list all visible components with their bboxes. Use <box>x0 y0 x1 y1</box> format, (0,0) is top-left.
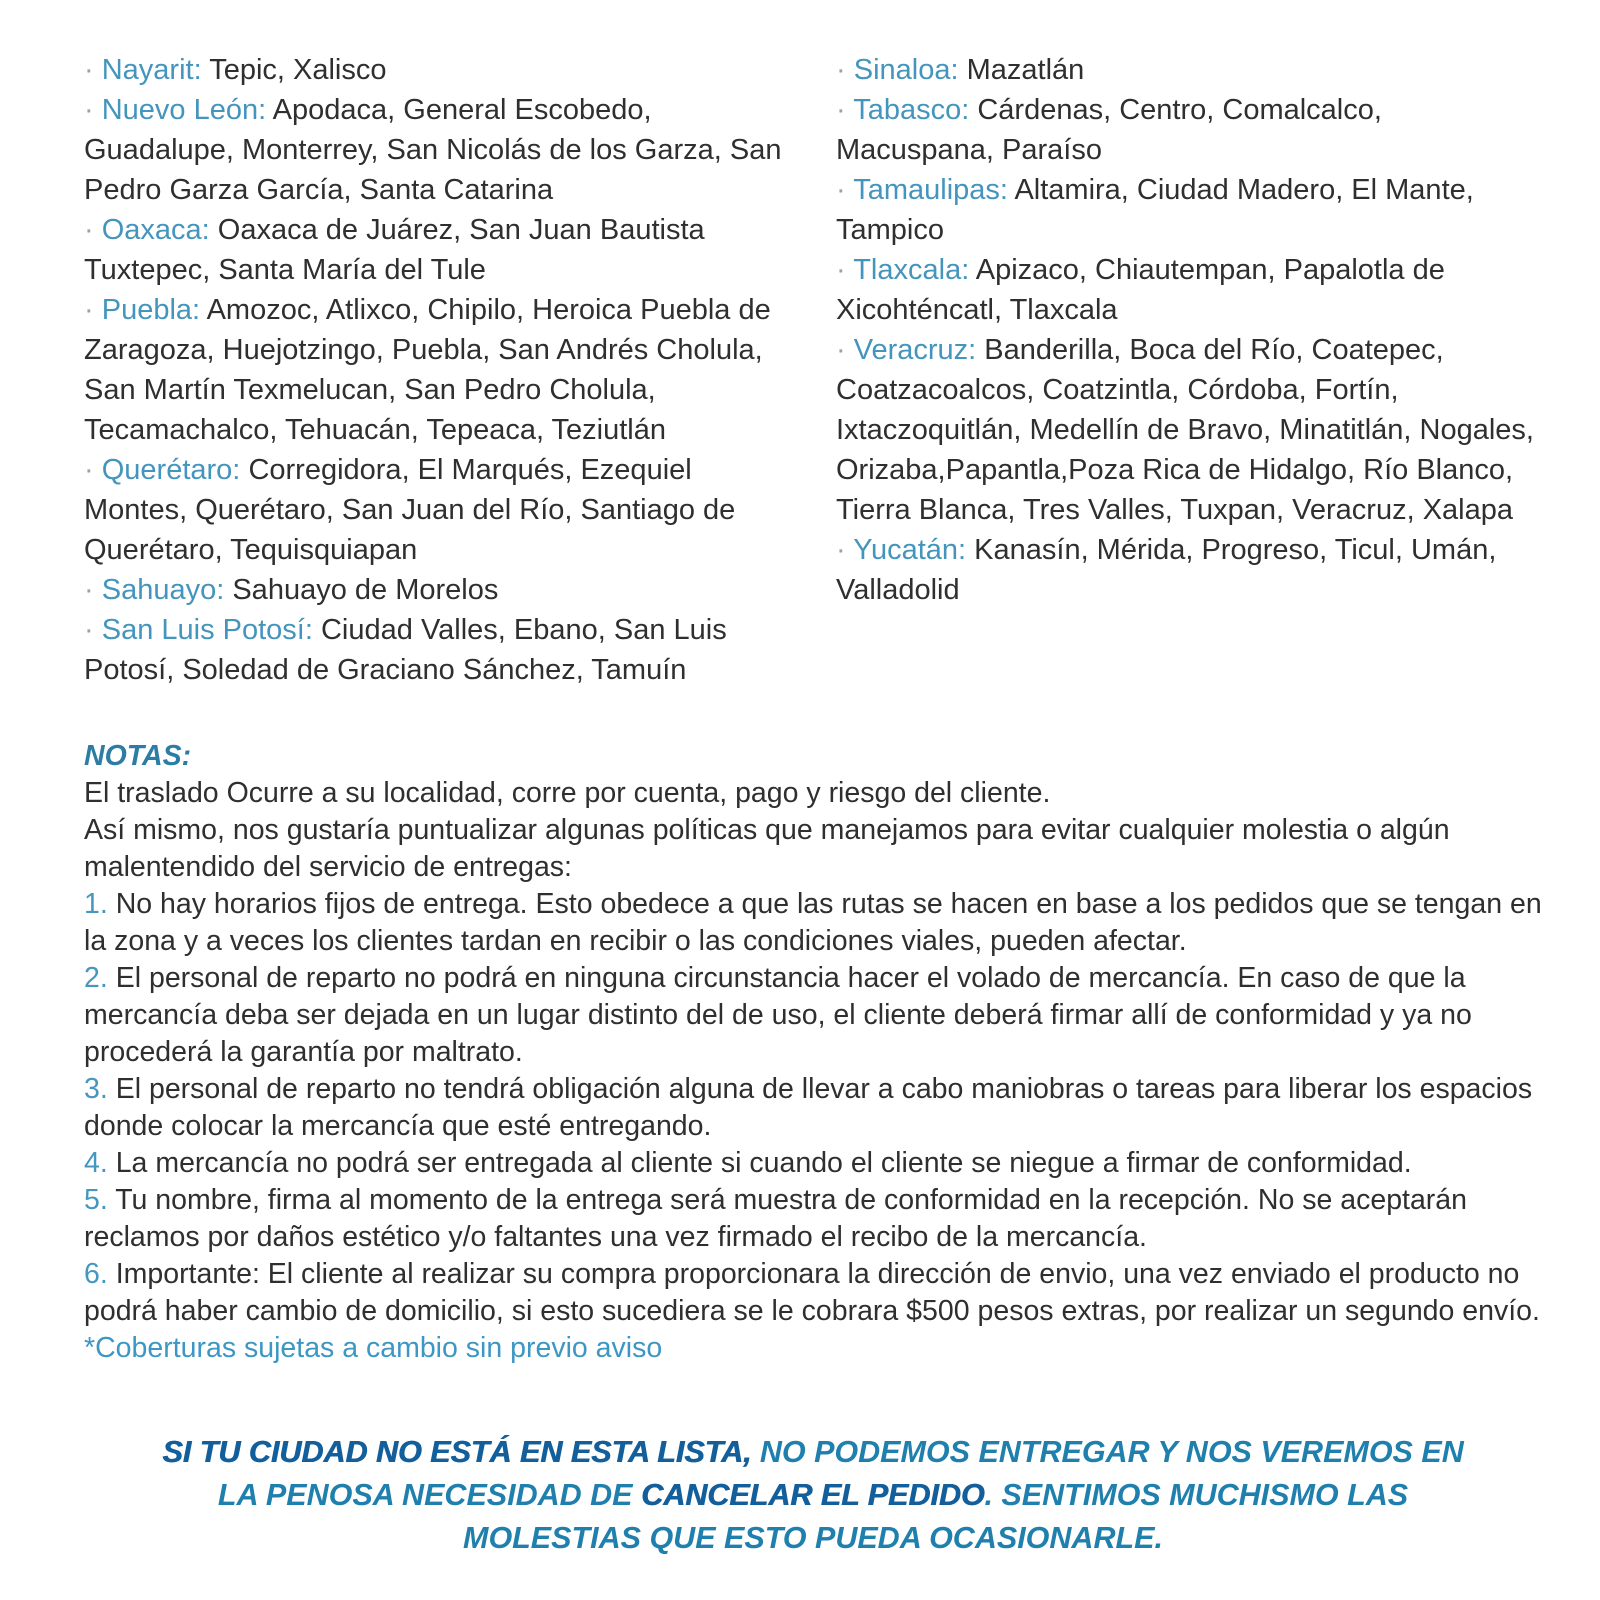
bullet: · <box>836 254 846 286</box>
state-name: Nuevo León: <box>101 94 267 126</box>
city-list: Oaxaca de Juárez, San Juan Bautista Tuxtepec, Santa María del Tule <box>84 214 705 286</box>
city-list: Amozoc, Atlixco, Chipilo, Heroica Puebla de Zaragoza, Huejotzingo, Puebla, San Andrés Cholula, San Martín Texmelucan, San Pedro Cholula, Tecamachalco, Tehuacán, Tepeaca, Teziutlán <box>84 294 771 446</box>
city-list: Apodaca, General Escobedo, Guadalupe, Monterrey, San Nicolás de los Garza, San Pedro Garza García, Santa Catarina <box>84 94 782 206</box>
warning-segment: SI TU CIUDAD NO ESTÁ EN ESTA LISTA, <box>162 1435 760 1469</box>
note-number: 1. <box>84 888 108 920</box>
state-name: Querétaro: <box>101 454 241 486</box>
note-item <box>84 1145 1542 1182</box>
bullet: · <box>836 94 846 126</box>
city-list: Ciudad Valles, Ebano, San Luis Potosí, Soledad de Graciano Sánchez, Tamuín <box>84 614 727 686</box>
note-text: No hay horarios fijos de entrega. Esto obedece a que las rutas se hacen en base a los pedidos que se tengan en la zona y a veces los clientes tardan en recibir o las condiciones viales, pueden afectar. <box>84 888 1542 957</box>
bullet: · <box>836 174 846 206</box>
bullet: · <box>84 94 94 126</box>
city-list: Kanasín, Mérida, Progreso, Ticul, Umán, Valladolid <box>836 534 1497 606</box>
city-list: Tepic, Xalisco <box>209 54 387 86</box>
city-list: Altamira, Ciudad Madero, El Mante, Tampico <box>836 174 1474 246</box>
city-list: Banderilla, Boca del Río, Coatepec, Coatzacoalcos, Coatzintla, Córdoba, Fortín, Ixtaczoquitlán, Medellín de Bravo, Minatitlán, Nogales, Orizaba,Papantla,Poza Rica de Hidalgo, Río Blanco, Tierra Blanca, Tres Valles, Tuxpan, Veracruz, Xalapa <box>836 334 1534 526</box>
note-number: 6. <box>84 1258 108 1290</box>
note-item <box>84 960 1542 1071</box>
bullet: · <box>84 614 94 646</box>
coverage-entry <box>84 610 790 690</box>
coverage-entry <box>836 90 1542 170</box>
coverage-entry <box>836 170 1542 250</box>
coverage-column-left <box>84 50 790 690</box>
bullet: · <box>84 454 94 486</box>
city-list: Apizaco, Chiautempan, Papalotla de Xicohténcatl, Tlaxcala <box>836 254 1445 326</box>
warning-segment: NO PODEMOS ENTREGAR Y NOS VEREMOS EN LA PENOSA NECESIDAD DE <box>217 1435 1464 1512</box>
coverage-entry <box>836 330 1542 530</box>
note-number: 4. <box>84 1147 108 1179</box>
coverage-entry <box>836 50 1542 90</box>
notes-intro-line: El traslado Ocurre a su localidad, corre por cuenta, pago y riesgo del cliente. <box>84 777 1051 809</box>
bullet: · <box>84 54 94 86</box>
bullet: · <box>836 534 846 566</box>
state-name: Sinaloa: <box>853 54 959 86</box>
state-name: San Luis Potosí: <box>101 614 313 646</box>
note-item <box>84 886 1542 960</box>
note-item <box>84 1182 1542 1256</box>
coverage-change-disclaimer: *Coberturas sujetas a cambio sin previo aviso <box>84 1332 663 1364</box>
notes-items <box>84 886 1542 1330</box>
note-text: Importante: El cliente al realizar su compra proporcionara la dirección de envio, una vez enviado el producto no podrá haber cambio de domicilio, si esto sucediera se le cobrara $500 pesos extras, por realizar un segundo envío. <box>84 1258 1540 1327</box>
cancellation-warning <box>84 1431 1542 1560</box>
notes-intro-line: Así mismo, nos gustaría puntualizar algunas políticas que manejamos para evitar cualquier molestia o algún malentendido del servicio de entregas: <box>84 814 1450 883</box>
note-item <box>84 1071 1542 1145</box>
warning-segment: . SENTIMOS MUCHISMO LAS MOLESTIAS QUE ESTO PUEDA OCASIONARLE. <box>463 1478 1409 1555</box>
state-name: Nayarit: <box>101 54 202 86</box>
bullet: · <box>84 294 94 326</box>
coverage-entry <box>84 450 790 570</box>
note-text: El personal de reparto no podrá en ninguna circunstancia hacer el volado de mercancía. En caso de que la mercancía deba ser dejada en un lugar distinto del de uso, el cliente deberá firmar allí de conformidad y ya no procederá la garantía por maltrato. <box>84 962 1472 1068</box>
note-text: La mercancía no podrá ser entregada al cliente si cuando el cliente se niegue a firmar de conformidad. <box>115 1147 1412 1179</box>
coverage-list <box>84 50 1542 690</box>
bullet: · <box>84 214 94 246</box>
bullet: · <box>836 334 846 366</box>
note-number: 5. <box>84 1184 108 1216</box>
note-number: 3. <box>84 1073 108 1105</box>
coverage-entry <box>836 530 1542 610</box>
state-name: Tabasco: <box>853 94 970 126</box>
coverage-entry <box>84 50 790 90</box>
warning-segment: CANCELAR EL PEDIDO <box>641 1478 985 1512</box>
coverage-entry <box>84 210 790 290</box>
bullet: · <box>84 574 94 606</box>
coverage-entry <box>84 290 790 450</box>
city-list: Mazatlán <box>966 54 1085 86</box>
note-number: 2. <box>84 962 108 994</box>
notes-intro <box>84 775 1542 886</box>
state-name: Oaxaca: <box>101 214 210 246</box>
notes-section <box>84 738 1542 1367</box>
note-item <box>84 1256 1542 1330</box>
city-list: Corregidora, El Marqués, Ezequiel Montes, Querétaro, San Juan del Río, Santiago de Querétaro, Tequisquiapan <box>84 454 736 566</box>
coverage-entry <box>836 250 1542 330</box>
city-list: Cárdenas, Centro, Comalcalco, Macuspana, Paraíso <box>836 94 1382 166</box>
coverage-entry <box>84 90 790 210</box>
coverage-column-right <box>836 50 1542 690</box>
state-name: Tlaxcala: <box>853 254 970 286</box>
coverage-entry <box>84 570 790 610</box>
state-name: Tamaulipas: <box>853 174 1008 206</box>
city-list: Sahuayo de Morelos <box>232 574 499 606</box>
bullet: · <box>836 54 846 86</box>
state-name: Yucatán: <box>853 534 967 566</box>
note-text: El personal de reparto no tendrá obligación alguna de llevar a cabo maniobras o tareas para liberar los espacios donde colocar la mercancía que esté entregando. <box>84 1073 1533 1142</box>
state-name: Sahuayo: <box>101 574 225 606</box>
state-name: Puebla: <box>101 294 201 326</box>
notes-heading: NOTAS: <box>84 740 192 772</box>
state-name: Veracruz: <box>853 334 977 366</box>
note-text: Tu nombre, firma al momento de la entrega será muestra de conformidad en la recepción. No se aceptarán reclamos por daños estético y/o faltantes una vez firmado el recibo de la mercancía. <box>84 1184 1468 1253</box>
